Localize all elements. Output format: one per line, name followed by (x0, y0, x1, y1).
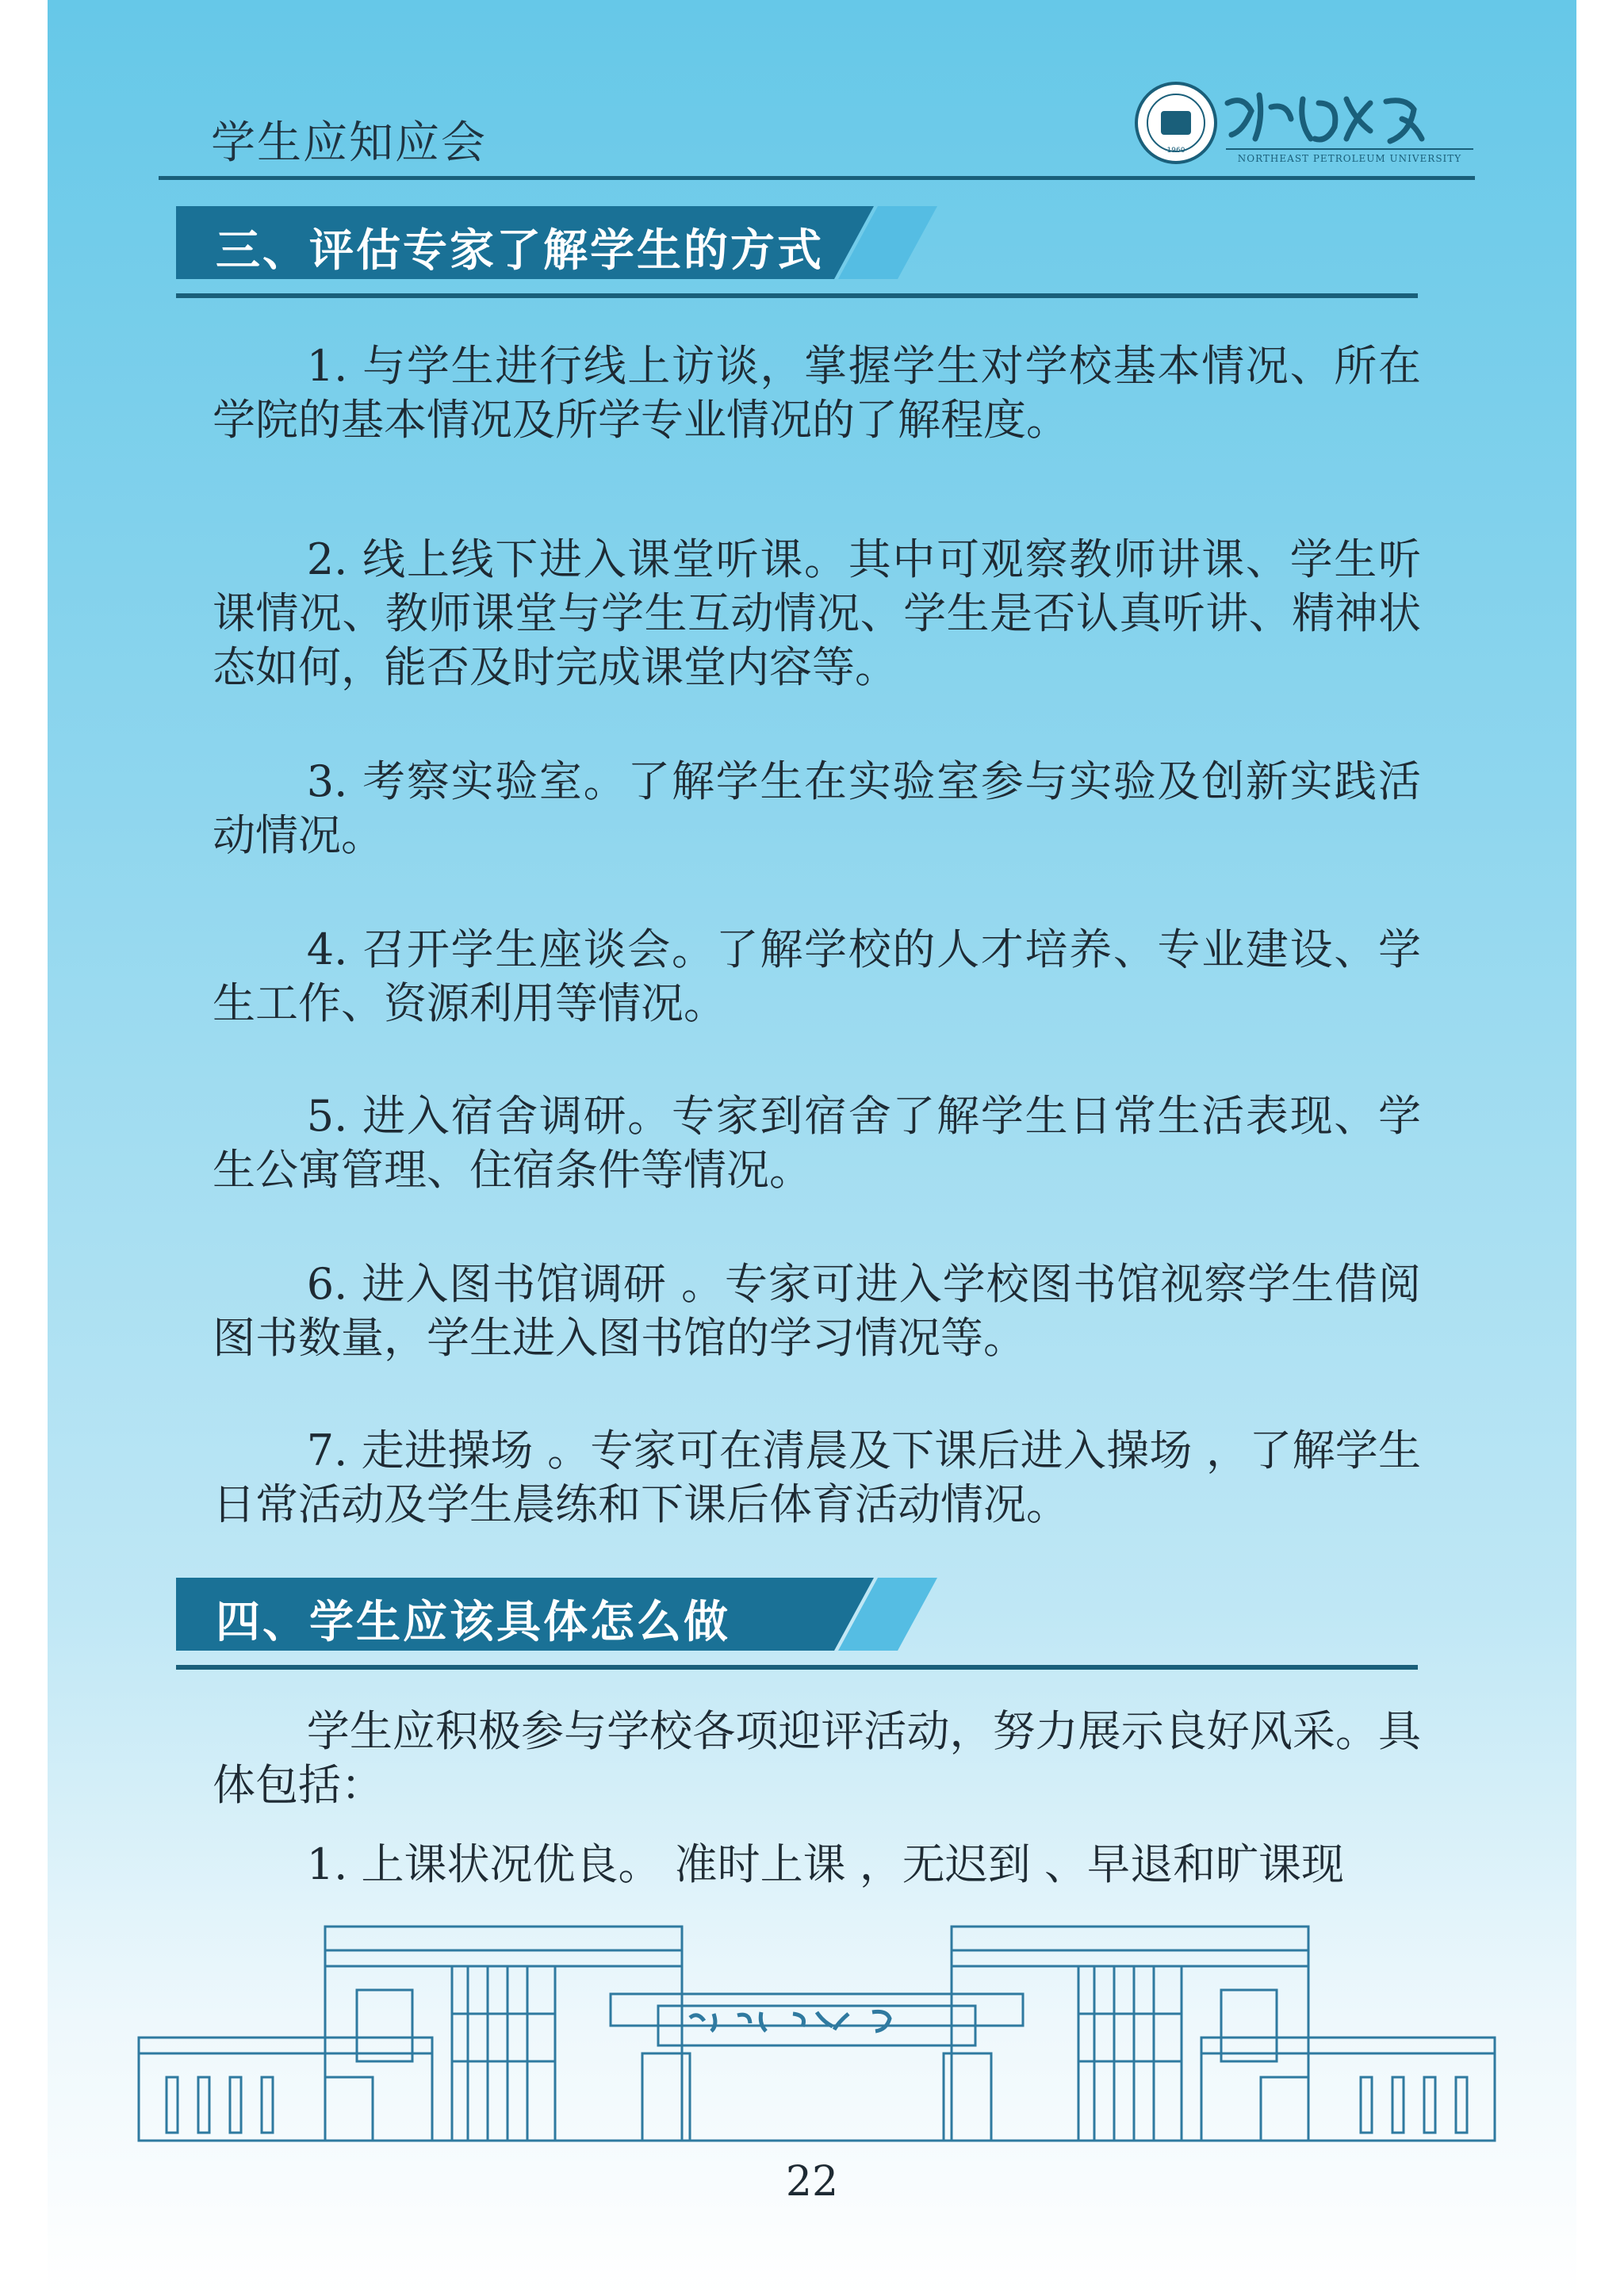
paragraph: 3. 考察实验室。了解学生在实验室参与实验及创新实践活动情况。 (213, 756, 1421, 860)
header-rule (159, 176, 1475, 180)
paragraph: 7. 走进操场 。专家可在清晨及下课后进入操场 ，了解学生日常活动及学生晨练和下课后体育活动情况。 (213, 1425, 1421, 1529)
section-banner-3 (176, 206, 937, 279)
paragraph: 4. 召开学生座谈会。了解学校的人才培养、专业建设、学生工作、资源利用等情况。 (213, 924, 1421, 1028)
svg-text:1960: 1960 (1166, 147, 1185, 155)
section-title-3: 三、评估专家了解学生的方式 (216, 225, 824, 277)
university-logo (1132, 79, 1481, 166)
section-rule-4 (176, 1665, 1418, 1670)
page-number: 22 (785, 2158, 839, 2206)
paragraph: 2. 线上线下进入课堂听课。其中可观察教师讲课、学生听课情况、教师课堂与学生互动情况、学生是否认真听讲、精神状态如何，能否及时完成课堂内容等。 (213, 534, 1421, 692)
svg-text:NORTHEAST PETROLEUM UNIVERSITY: NORTHEAST PETROLEUM UNIVERSITY (1237, 153, 1462, 164)
paragraph: 6. 进入图书馆调研 。专家可进入学校图书馆视察学生借阅图书数量，学生进入图书馆的学习情况等。 (213, 1259, 1421, 1363)
paragraph: 1. 上课状况优良。 准时上课 ，无迟到 、早退和旷课现 (306, 1839, 1344, 1889)
paragraph: 5. 进入宿舍调研。专家到宿舍了解学生日常生活表现、学生公寓管理、住宿条件等情况。 (213, 1091, 1421, 1195)
paragraph: 1. 与学生进行线上访谈，掌握学生对学校基本情况、所在学院的基本情况及所学专业情况的了解程度。 (213, 341, 1421, 445)
section-banner-4 (176, 1578, 937, 1651)
section-rule-3 (176, 293, 1418, 298)
campus-gate-illustration (135, 1919, 1499, 2149)
paragraph: 学生应积极参与学校各项迎评活动，努力展示良好风采。具体包括： (213, 1706, 1421, 1810)
section-title-4: 四、学生应该具体怎么做 (216, 1597, 730, 1648)
header-title: 学生应知应会 (211, 117, 487, 169)
